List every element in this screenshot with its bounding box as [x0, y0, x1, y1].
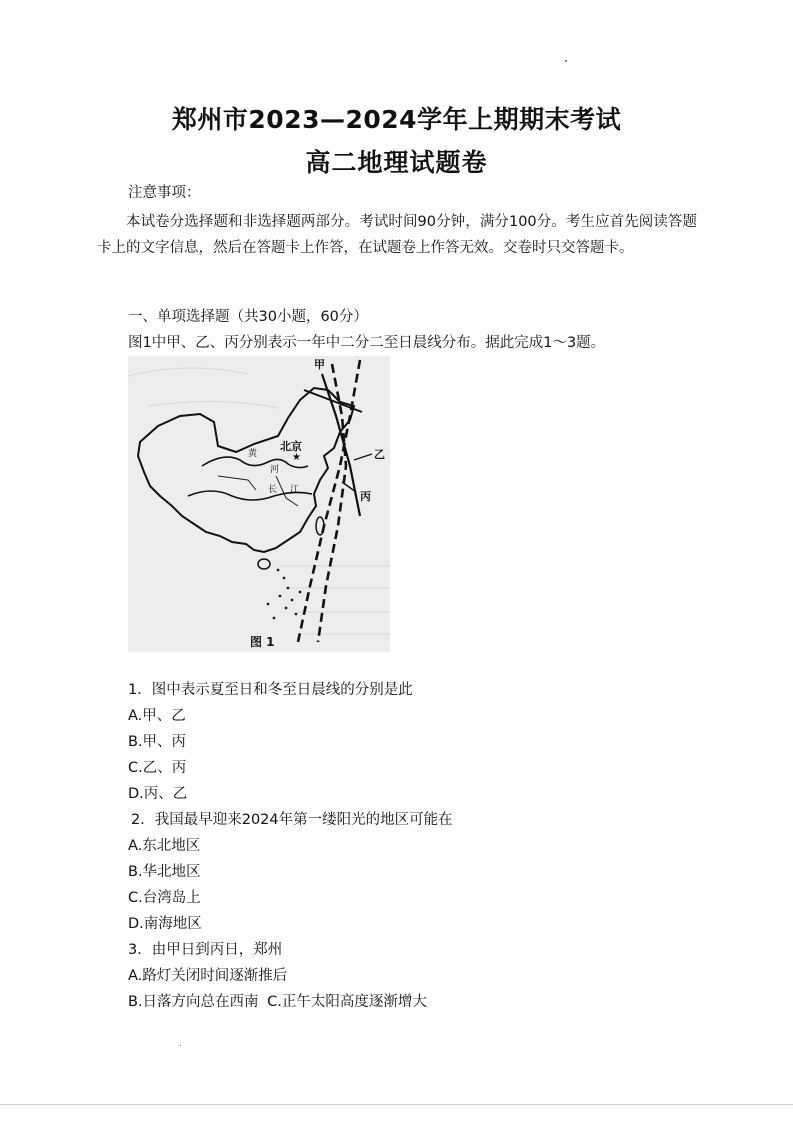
scan-speck [565, 60, 567, 62]
leader-yi [354, 454, 372, 460]
exam-subtitle: 高二地理试题卷 [305, 148, 488, 177]
map-svg [128, 356, 390, 652]
notice-heading: 注意事项： [128, 185, 201, 201]
label-yi: 乙 [374, 448, 385, 461]
question-1-option-c: C.乙、丙 [128, 760, 187, 776]
figure-1-map [128, 356, 390, 652]
hainan-island [258, 559, 270, 569]
question-2-option-a: A.东北地区 [128, 838, 201, 854]
province-border [218, 476, 256, 490]
question-1-option-b: B.甲、丙 [128, 734, 187, 750]
label-chang: 长 [268, 485, 278, 495]
question-3-option-b [128, 992, 427, 1012]
page-bottom-rule [0, 1104, 793, 1105]
question-2-option-d: D.南海地区 [128, 916, 202, 932]
figure-caption: 图 1 [250, 635, 275, 649]
section-heading: 一、单项选择题（共30小题，60分） [128, 309, 368, 325]
question-3-option-c-text: C.正午太阳高度逐渐增大 [267, 994, 427, 1010]
question-2-option-b: B.华北地区 [128, 864, 201, 880]
question-3-option-b-text: B.日落方向总在西南 [128, 994, 259, 1010]
question-2-stem: 2．我国最早迎来2024年第一缕阳光的地区可能在 [131, 812, 453, 828]
question-1-option-d: D.丙、乙 [128, 786, 188, 802]
label-jia: 甲 [314, 358, 325, 371]
south-sea-islands [267, 569, 302, 620]
label-bing: 丙 [360, 490, 371, 503]
label-huang: 黄 [248, 449, 258, 459]
label-he: 河 [270, 465, 280, 475]
question-1-stem: 1．图中表示夏至日和冬至日晨线的分别是此 [128, 682, 413, 698]
scan-speck [180, 1045, 181, 1046]
label-beijing: 北京 [280, 440, 302, 453]
question-3-option-a: A.路灯关闭时间逐渐推后 [128, 968, 288, 984]
question-3-stem: 3．由甲日到丙日，郑州 [128, 942, 283, 958]
label-jiang: 江 [290, 485, 300, 495]
question-1-option-a: A.甲、乙 [128, 708, 186, 724]
section-intro: 图1中甲、乙、丙分别表示一年中二分二至日晨线分布。据此完成1～3题。 [128, 335, 606, 351]
notice-text: 本试卷分选择题和非选择题两部分。考试时间90分钟，满分100分。考生应首先阅读答题卡上的文字信息，然后在答题卡上作答，在试题卷上作答无效。交卷时只交答题卡。 [97, 214, 697, 256]
line-yi [298, 360, 360, 642]
beijing-star-icon: ★ [292, 452, 301, 463]
china-outline [138, 388, 354, 552]
exam-title: 郑州市2023—2024学年上期期末考试 [171, 105, 622, 134]
question-2-option-c: C.台湾岛上 [128, 890, 201, 906]
